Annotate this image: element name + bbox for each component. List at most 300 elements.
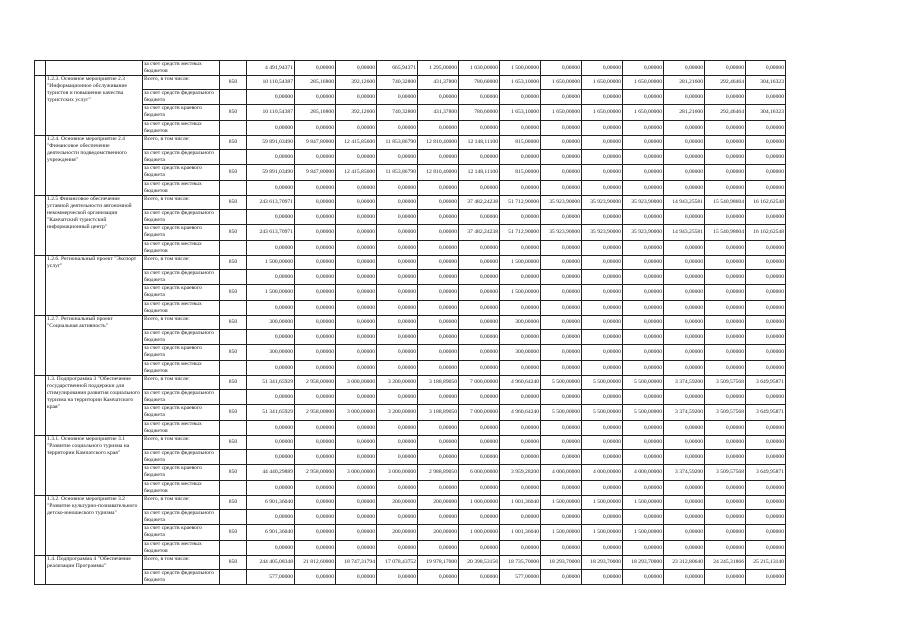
period-value: 0,00000 <box>418 390 459 405</box>
period-value: 0,00000 <box>664 121 705 136</box>
period-value: 0,00000 <box>582 136 623 150</box>
period-value: 0,00000 <box>705 136 746 150</box>
funding-source-label: за счет средств местных бюджетов <box>143 301 220 316</box>
period-value: 0,00000 <box>746 361 786 376</box>
period-value: 0,00000 <box>459 301 500 316</box>
period-value: 0,00000 <box>664 285 705 301</box>
row-index: 1.2.4. <box>47 136 60 142</box>
total-value: 243 613,70971 <box>247 225 295 241</box>
period-value: 0,00000 <box>623 285 664 301</box>
period-value: 0,00000 <box>377 316 418 330</box>
period-value: 0,00000 <box>418 361 459 376</box>
period-value: 0,00000 <box>459 361 500 376</box>
period-value: 0,00000 <box>336 270 377 285</box>
period-value: 0,00000 <box>582 481 623 496</box>
period-value: 0,00000 <box>541 481 582 496</box>
period-value: 0,00000 <box>418 256 459 270</box>
period-value: 0,00000 <box>295 270 336 285</box>
budget-code: 850 <box>220 196 247 210</box>
budget-code: 850 <box>220 136 247 150</box>
total-value: 10 110,54387 <box>247 76 295 90</box>
budget-code: 850 <box>220 285 247 301</box>
period-value: 0,00000 <box>664 316 705 330</box>
funding-source-label: Всего, в том числе: <box>143 256 220 270</box>
period-value: 0,00000 <box>377 270 418 285</box>
period-value: 0,00000 <box>746 61 786 76</box>
table-row <box>35 225 786 241</box>
period-value: 0,00000 <box>295 90 336 105</box>
period-value: 200,00000 <box>377 525 418 541</box>
period-value: 0,00000 <box>418 450 459 465</box>
period-value: 0,00000 <box>377 570 418 585</box>
period-value: 0,00000 <box>705 541 746 556</box>
table-row <box>35 105 786 121</box>
period-value: 292,46464 <box>705 76 746 90</box>
period-value: 0,00000 <box>582 285 623 301</box>
row-heading <box>46 61 143 76</box>
table-row <box>35 496 786 510</box>
funding-source-label: Всего, в том числе: <box>143 556 220 570</box>
budget-code <box>220 450 247 465</box>
period-value: 392,12600 <box>336 105 377 121</box>
period-value: 0,00000 <box>664 390 705 405</box>
period-value: 0,00000 <box>582 61 623 76</box>
period-value: 0,00000 <box>664 90 705 105</box>
funding-source-label: за счет средств федерального бюджета <box>143 570 220 585</box>
budget-code <box>220 61 247 76</box>
total-value: 0,00000 <box>247 150 295 165</box>
row-heading <box>46 316 143 376</box>
period-value: 0,00000 <box>623 316 664 330</box>
period-value: 0,00000 <box>664 256 705 270</box>
period-value: 0,00000 <box>746 436 786 450</box>
funding-source-label: за счет средств местных бюджетов <box>143 181 220 196</box>
period-value: 0,00000 <box>295 525 336 541</box>
period-value: 0,00000 <box>336 196 377 210</box>
period-value: 300,00000 <box>500 316 541 330</box>
funding-source-label: за счет средств местных бюджетов <box>143 541 220 556</box>
table-row <box>35 510 786 525</box>
table-row <box>35 136 786 150</box>
period-value: 0,00000 <box>541 241 582 256</box>
total-value: 6 901,36040 <box>247 496 295 510</box>
period-value: 0,00000 <box>295 361 336 376</box>
period-value: 3 374,59200 <box>664 376 705 390</box>
period-value: 0,00000 <box>746 525 786 541</box>
total-value: 0,00000 <box>247 210 295 225</box>
period-value: 18 293,70000 <box>541 556 582 570</box>
budget-code: 850 <box>220 256 247 270</box>
budget-code <box>220 421 247 436</box>
period-value: 0,00000 <box>582 316 623 330</box>
period-value: 0,00000 <box>582 436 623 450</box>
margin-cell <box>35 61 46 76</box>
period-value: 1 000,00000 <box>459 525 500 541</box>
budget-code: 850 <box>220 436 247 450</box>
period-value: 0,00000 <box>295 285 336 301</box>
table-row <box>35 556 786 570</box>
table-row <box>35 541 786 556</box>
period-value: 0,00000 <box>705 301 746 316</box>
period-value: 15 540,98604 <box>705 196 746 210</box>
table-row <box>35 90 786 105</box>
period-value: 4 960,64240 <box>500 405 541 421</box>
funding-source-label: за счет средств краевого бюджета <box>143 285 220 301</box>
period-value: 0,00000 <box>705 361 746 376</box>
period-value: 0,00000 <box>418 196 459 210</box>
period-value: 0,00000 <box>541 345 582 361</box>
total-value: 0,00000 <box>247 181 295 196</box>
period-value: 0,00000 <box>705 61 746 76</box>
total-value: 51 341,65929 <box>247 405 295 421</box>
budget-code <box>220 270 247 285</box>
period-value: 9 847,80000 <box>295 165 336 181</box>
period-value: 0,00000 <box>541 121 582 136</box>
total-value: 300,00000 <box>247 345 295 361</box>
row-name: Основное мероприятие 2.4 "Финансовое обеспечение деятельности подведомственного учреждения" <box>47 136 127 164</box>
period-value: 0,00000 <box>746 390 786 405</box>
period-value: 0,00000 <box>295 121 336 136</box>
row-heading <box>46 76 143 136</box>
period-value: 0,00000 <box>418 181 459 196</box>
row-name: Основное мероприятие 3.2 "Развитие культурно-познавательного детско-юношеского туризма" <box>47 496 138 517</box>
period-value: 0,00000 <box>500 436 541 450</box>
period-value: 12 810,40000 <box>418 136 459 150</box>
period-value: 0,00000 <box>541 390 582 405</box>
period-value: 0,00000 <box>705 525 746 541</box>
budget-code <box>220 210 247 225</box>
period-value: 0,00000 <box>705 436 746 450</box>
period-value: 0,00000 <box>459 450 500 465</box>
table-row <box>35 76 786 90</box>
margin-cell <box>35 256 46 316</box>
period-value: 1 650,00000 <box>623 105 664 121</box>
row-index: 1.3.1. <box>47 436 60 442</box>
period-value: 0,00000 <box>746 90 786 105</box>
period-value: 300,00000 <box>500 345 541 361</box>
period-value: 0,00000 <box>377 330 418 345</box>
budget-code: 850 <box>220 465 247 481</box>
table-row <box>35 525 786 541</box>
period-value: 0,00000 <box>295 541 336 556</box>
period-value: 0,00000 <box>623 61 664 76</box>
period-value: 0,00000 <box>336 390 377 405</box>
period-value: 740,32800 <box>377 105 418 121</box>
period-value: 0,00000 <box>664 436 705 450</box>
period-value: 0,00000 <box>582 450 623 465</box>
total-value: 0,00000 <box>247 361 295 376</box>
period-value: 0,00000 <box>377 196 418 210</box>
period-value: 7 000,00000 <box>459 405 500 421</box>
period-value: 0,00000 <box>705 181 746 196</box>
period-value: 0,00000 <box>459 90 500 105</box>
period-value: 0,00000 <box>664 450 705 465</box>
total-value: 0,00000 <box>247 270 295 285</box>
period-value: 0,00000 <box>623 181 664 196</box>
period-value: 0,00000 <box>746 256 786 270</box>
budget-code <box>220 541 247 556</box>
period-value: 0,00000 <box>705 316 746 330</box>
period-value: 18 293,70000 <box>582 556 623 570</box>
budget-code <box>220 121 247 136</box>
period-value: 0,00000 <box>746 210 786 225</box>
period-value: 0,00000 <box>336 256 377 270</box>
period-value: 4 960,64240 <box>500 376 541 390</box>
funding-source-label: за счет средств федерального бюджета <box>143 270 220 285</box>
period-value: 0,00000 <box>541 181 582 196</box>
table-row <box>35 376 786 390</box>
period-value: 0,00000 <box>541 285 582 301</box>
budget-table <box>34 60 786 585</box>
margin-cell <box>35 196 46 256</box>
period-value: 9 847,80000 <box>295 136 336 150</box>
period-value: 0,00000 <box>418 541 459 556</box>
period-value: 0,00000 <box>664 496 705 510</box>
budget-code: 850 <box>220 405 247 421</box>
period-value: 15 540,98604 <box>705 225 746 241</box>
period-value: 0,00000 <box>500 121 541 136</box>
period-value: 0,00000 <box>623 165 664 181</box>
period-value: 12 148,11100 <box>459 136 500 150</box>
total-value: 0,00000 <box>247 121 295 136</box>
budget-code <box>220 181 247 196</box>
period-value: 0,00000 <box>418 345 459 361</box>
total-value: 59 891,03490 <box>247 165 295 181</box>
period-value: 0,00000 <box>541 136 582 150</box>
period-value: 4 000,00000 <box>582 465 623 481</box>
funding-source-label: за счет средств федерального бюджета <box>143 210 220 225</box>
period-value: 0,00000 <box>746 345 786 361</box>
period-value: 0,00000 <box>459 210 500 225</box>
table-row <box>35 61 786 76</box>
period-value: 0,00000 <box>377 225 418 241</box>
period-value: 740,32800 <box>377 76 418 90</box>
period-value: 0,00000 <box>500 330 541 345</box>
period-value: 12 148,11100 <box>459 165 500 181</box>
total-value: 0,00000 <box>247 301 295 316</box>
period-value: 281,21600 <box>664 76 705 90</box>
total-value: 0,00000 <box>247 390 295 405</box>
period-value: 0,00000 <box>500 210 541 225</box>
table-body <box>35 61 786 585</box>
funding-source-label: за счет средств местных бюджетов <box>143 481 220 496</box>
period-value: 35 923,90000 <box>582 196 623 210</box>
period-value: 0,00000 <box>705 150 746 165</box>
margin-cell <box>35 76 46 136</box>
table-row <box>35 181 786 196</box>
period-value: 5 500,00000 <box>541 376 582 390</box>
period-value: 0,00000 <box>500 541 541 556</box>
total-value: 59 891,03490 <box>247 136 295 150</box>
table-row <box>35 165 786 181</box>
funding-source-label: за счет средств федерального бюджета <box>143 330 220 345</box>
row-name: Основное мероприятие 2.3 "Информационное обслуживание туристов и повышение качества туристских услуг" <box>47 76 127 104</box>
row-heading <box>46 376 143 436</box>
budget-code: 850 <box>220 76 247 90</box>
period-value: 1 500,00000 <box>623 496 664 510</box>
table-row <box>35 196 786 210</box>
period-value: 51 712,90000 <box>500 196 541 210</box>
period-value: 0,00000 <box>746 241 786 256</box>
period-value: 7 000,00000 <box>459 376 500 390</box>
period-value: 37 482,24238 <box>459 196 500 210</box>
row-name: Региональный проект "Социальная активность" <box>47 316 113 330</box>
period-value: 0,00000 <box>377 421 418 436</box>
period-value: 0,00000 <box>582 181 623 196</box>
period-value: 0,00000 <box>582 210 623 225</box>
period-value: 0,00000 <box>500 361 541 376</box>
period-value: 0,00000 <box>418 150 459 165</box>
table-row <box>35 421 786 436</box>
period-value: 0,00000 <box>582 150 623 165</box>
period-value: 1 650,00000 <box>541 105 582 121</box>
period-value: 0,00000 <box>623 510 664 525</box>
period-value: 0,00000 <box>664 345 705 361</box>
budget-code <box>220 570 247 585</box>
period-value: 3 374,59200 <box>664 405 705 421</box>
period-value: 0,00000 <box>582 421 623 436</box>
funding-source-label: за счет средств местных бюджетов <box>143 121 220 136</box>
period-value: 0,00000 <box>500 150 541 165</box>
period-value: 0,00000 <box>541 210 582 225</box>
row-name: Подпрограмма 4 "Обеспечение реализации Программы" <box>47 556 131 570</box>
period-value: 0,00000 <box>746 165 786 181</box>
period-value: 3 649,95871 <box>746 405 786 421</box>
table-row <box>35 361 786 376</box>
period-value: 1 653,10000 <box>500 76 541 90</box>
period-value: 0,00000 <box>541 421 582 436</box>
period-value: 1 030,00000 <box>459 61 500 76</box>
period-value: 0,00000 <box>418 121 459 136</box>
margin-cell <box>35 556 46 585</box>
row-name: Финансовое обеспечение уставной деятельности автономной некоммерческой организации "Камчатский туристский информационный центр" <box>47 196 132 231</box>
table-row <box>35 465 786 481</box>
period-value: 0,00000 <box>295 390 336 405</box>
period-value: 0,00000 <box>664 525 705 541</box>
margin-cell <box>35 316 46 376</box>
period-value: 200,00000 <box>418 496 459 510</box>
period-value: 0,00000 <box>295 496 336 510</box>
period-value: 1 500,00000 <box>500 285 541 301</box>
period-value: 0,00000 <box>295 436 336 450</box>
period-value: 5 500,00000 <box>541 405 582 421</box>
period-value: 0,00000 <box>336 525 377 541</box>
period-value: 0,00000 <box>336 210 377 225</box>
period-value: 0,00000 <box>705 165 746 181</box>
period-value: 0,00000 <box>623 390 664 405</box>
total-value: 577,00000 <box>247 570 295 585</box>
period-value: 0,00000 <box>623 150 664 165</box>
funding-source-label: за счет средств федерального бюджета <box>143 450 220 465</box>
period-value: 0,00000 <box>295 450 336 465</box>
margin-cell <box>35 136 46 196</box>
period-value: 0,00000 <box>377 541 418 556</box>
period-value: 0,00000 <box>336 570 377 585</box>
period-value: 0,00000 <box>459 330 500 345</box>
period-value: 0,00000 <box>377 361 418 376</box>
table-row <box>35 270 786 285</box>
period-value: 0,00000 <box>377 390 418 405</box>
period-value: 0,00000 <box>541 61 582 76</box>
period-value: 5 500,00000 <box>582 405 623 421</box>
row-heading <box>46 496 143 556</box>
period-value: 0,00000 <box>295 150 336 165</box>
funding-source-label: за счет средств местных бюджетов <box>143 421 220 436</box>
period-value: 815,00000 <box>500 165 541 181</box>
period-value: 0,00000 <box>705 330 746 345</box>
period-value: 1 500,00000 <box>500 61 541 76</box>
period-value: 200,00000 <box>377 496 418 510</box>
period-value: 0,00000 <box>623 121 664 136</box>
funding-source-label: Всего, в том числе: <box>143 436 220 450</box>
period-value: 37 482,24238 <box>459 225 500 241</box>
row-name: Подпрограмма 3 "Обеспечение государственной поддержки для стимулирования развития социального туризма на территории Камчатского края" <box>47 376 140 411</box>
period-value: 0,00000 <box>582 301 623 316</box>
period-value: 3 188,89050 <box>418 405 459 421</box>
period-value: 0,00000 <box>664 150 705 165</box>
period-value: 0,00000 <box>336 496 377 510</box>
funding-source-label: за счет средств краевого бюджета <box>143 105 220 121</box>
period-value: 0,00000 <box>377 481 418 496</box>
total-value: 51 341,65929 <box>247 376 295 390</box>
period-value: 0,00000 <box>705 241 746 256</box>
table-row <box>35 481 786 496</box>
period-value: 0,00000 <box>623 270 664 285</box>
total-value: 0,00000 <box>247 450 295 465</box>
period-value: 35 923,90000 <box>541 196 582 210</box>
period-value: 0,00000 <box>582 241 623 256</box>
table-row <box>35 285 786 301</box>
period-value: 0,00000 <box>459 150 500 165</box>
period-value: 0,00000 <box>664 570 705 585</box>
period-value: 0,00000 <box>746 316 786 330</box>
period-value: 292,46464 <box>705 105 746 121</box>
period-value: 0,00000 <box>664 136 705 150</box>
margin-cell <box>35 496 46 556</box>
total-value: 0,00000 <box>247 90 295 105</box>
period-value: 2 958,00000 <box>295 376 336 390</box>
row-index: 1.2.3. <box>47 76 60 82</box>
period-value: 0,00000 <box>664 361 705 376</box>
period-value: 0,00000 <box>377 301 418 316</box>
period-value: 0,00000 <box>336 121 377 136</box>
period-value: 0,00000 <box>377 256 418 270</box>
period-value: 0,00000 <box>500 241 541 256</box>
period-value: 3 649,95871 <box>746 465 786 481</box>
period-value: 14 943,25581 <box>664 225 705 241</box>
period-value: 0,00000 <box>418 481 459 496</box>
margin-cell <box>35 376 46 436</box>
total-value: 0,00000 <box>247 421 295 436</box>
budget-code <box>220 330 247 345</box>
period-value: 1 500,00000 <box>500 256 541 270</box>
period-value: 17 078,43752 <box>377 556 418 570</box>
period-value: 0,00000 <box>418 225 459 241</box>
period-value: 0,00000 <box>500 510 541 525</box>
total-value: 0,00000 <box>247 510 295 525</box>
period-value: 0,00000 <box>377 285 418 301</box>
period-value: 2 958,00000 <box>295 405 336 421</box>
period-value: 12 810,40000 <box>418 165 459 181</box>
period-value: 3 188,89050 <box>418 376 459 390</box>
budget-code: 850 <box>220 105 247 121</box>
funding-source-label: за счет средств краевого бюджета <box>143 465 220 481</box>
period-value: 35 923,90000 <box>623 225 664 241</box>
period-value: 0,00000 <box>746 285 786 301</box>
period-value: 1 650,00000 <box>623 76 664 90</box>
period-value: 0,00000 <box>500 450 541 465</box>
period-value: 0,00000 <box>623 436 664 450</box>
